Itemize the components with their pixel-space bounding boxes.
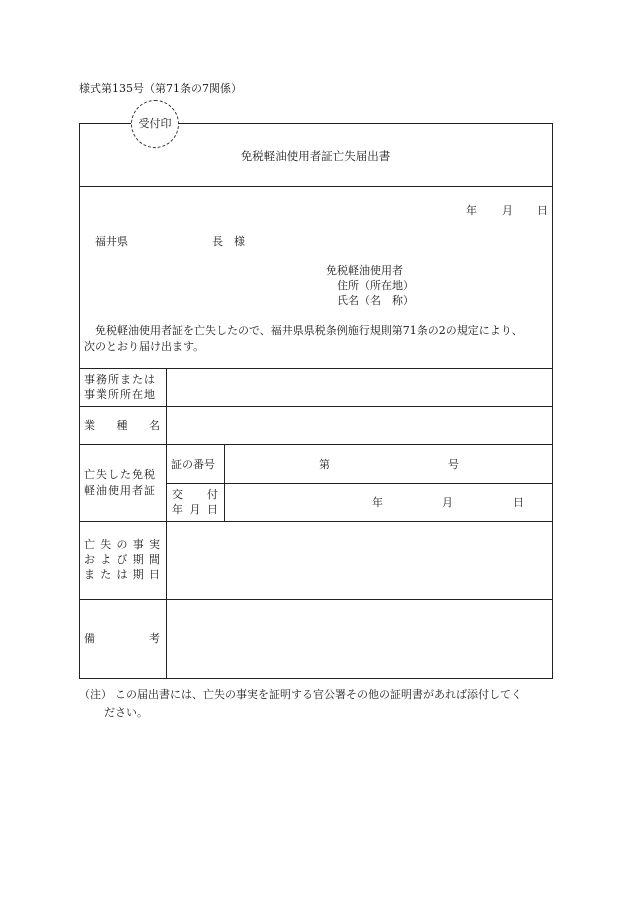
loss-facts-label-line-1 [84,538,160,552]
issue-date-label-line-2 [172,503,218,517]
lost-certificate-label-line-1: 亡失した免税 [84,468,156,481]
office-input-area[interactable] [167,369,551,406]
loss-facts-char-9: 期 [132,553,144,566]
loss-facts-char-3: の [116,538,128,551]
form-title: 免税軽油使用者証亡失届出書 [240,149,391,163]
certificate-number-suffix: 号 [448,458,459,471]
loss-facts-char-4: 事 [132,538,144,551]
date-year: 年 [466,204,477,217]
reception-stamp-label: 受付印 [136,117,174,131]
form-number: 様式第135号（第71条の7関係） [79,82,242,95]
applicant-address-label: 住所（所在地） [337,279,414,292]
loss-facts-char-5: 実 [149,538,160,551]
remarks-char-2: 考 [149,632,160,645]
declaration-line-1: 免税軽油使用者証を亡失したので、福井県県税条例施行規則第71条の2の規定により、 [95,324,523,337]
loss-facts-label-line-2 [84,553,160,567]
note-marker: （注） [79,688,112,701]
loss-facts-char-8: び [116,553,128,566]
issue-date-label-line-1 [172,488,218,502]
loss-facts-label-line-3 [84,568,160,582]
issue-label-char-2: 付 [207,488,218,501]
note-line-1: この届出書には、亡失の事実を証明する官公署その他の証明書があれば添付してく [115,688,522,701]
business-type-char-3: 名 [149,419,160,432]
loss-facts-char-10: 間 [149,553,160,566]
loss-facts-char-13: は [116,568,128,581]
loss-facts-char-7: よ [100,553,112,566]
loss-facts-char-2: 失 [100,538,112,551]
rule-after-title [79,186,552,187]
addressee-prefecture: 福井県 [95,235,128,248]
certificate-number-prefix: 第 [319,458,330,471]
addressee-title: 長 様 [212,235,245,248]
loss-facts-char-6: お [84,553,95,566]
issue-year: 年 [372,496,383,509]
remarks-char-1: 備 [84,632,95,645]
issue-label-char-3: 年 [172,503,183,516]
remarks-input-area[interactable] [167,600,551,677]
office-label-line-1: 事務所または [84,373,156,386]
loss-facts-char-15: 日 [149,568,160,581]
applicant-name-label: 氏名（名 称） [337,294,414,307]
issue-date-input-area[interactable] [225,484,551,521]
business-type-char-1: 業 [84,419,95,432]
loss-facts-input-area[interactable] [167,522,551,599]
issue-day: 日 [513,496,524,509]
business-type-char-2: 種 [116,419,128,432]
certificate-number-label: 証の番号 [171,458,215,471]
date-day: 日 [537,204,548,217]
loss-facts-char-14: 期 [132,568,144,581]
issue-label-char-4: 月 [189,503,201,516]
loss-facts-char-11: ま [84,568,95,581]
note-line-2: ださい。 [104,706,148,719]
issue-label-char-1: 交 [172,488,183,501]
certificate-number-input-area[interactable] [225,445,551,483]
loss-facts-char-1: 亡 [84,538,95,551]
lost-certificate-label-line-2: 軽油使用者証 [84,484,156,497]
issue-label-char-5: 日 [207,503,218,516]
declaration-line-2: 次のとおり届け出ます。 [84,340,205,353]
business-type-input-area[interactable] [167,407,551,444]
issue-month: 月 [442,496,453,509]
date-month: 月 [502,204,513,217]
office-label-line-2: 事業所所在地 [84,388,156,401]
business-type-label [84,419,160,433]
applicant-role: 免税軽油使用者 [326,264,403,277]
remarks-label [84,632,160,646]
loss-facts-char-12: た [100,568,112,581]
